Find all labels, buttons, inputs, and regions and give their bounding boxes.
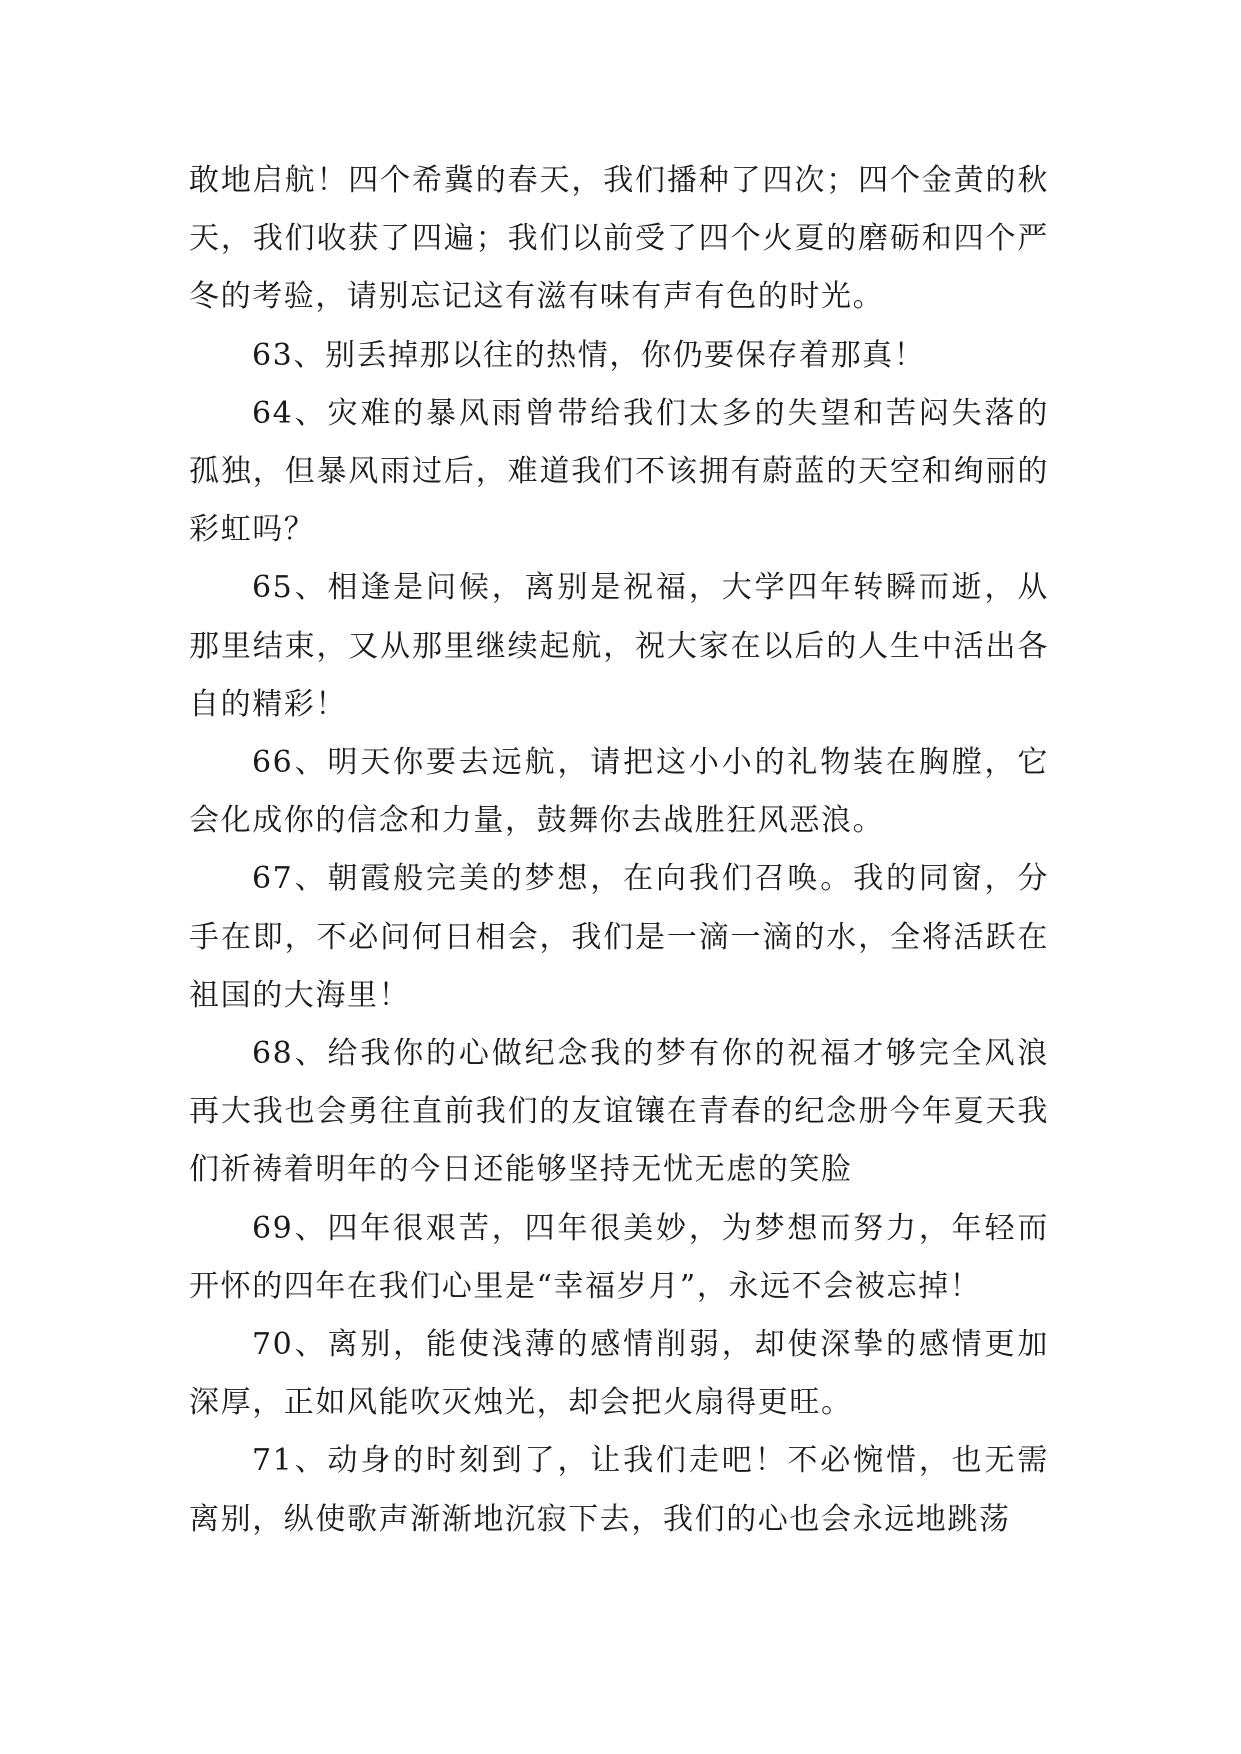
paragraph-66: 66、明天你要去远航，请把这小小的礼物装在胸膛，它会化成你的信念和力量，鼓舞你去战胜狂风恶浪。 [189,745,1049,839]
paragraph-63: 63、别丢掉那以往的热情，你仍要保存着那真！ [252,337,926,373]
paragraph-continued: 敢地启航！四个希冀的春天，我们播种了四次；四个金黄的秋天，我们收获了四遍；我们以前受了四个火夏的磨砺和四个严冬的考验，请别忘记这有滋有味有声有色的时光。 [189,163,1049,315]
paragraph-68: 68、给我你的心做纪念我的梦有你的祝福才够完全风浪再大我也会勇往直前我们的友谊镶在青春的纪念册今年夏天我们祈祷着明年的今日还能够坚持无忧无虑的笑脸 [189,1036,1049,1188]
paragraph-64: 64、灾难的暴风雨曾带给我们太多的失望和苦闷失落的孤独，但暴风雨过后，难道我们不该拥有蔚蓝的天空和绚丽的彩虹吗？ [189,395,1049,548]
paragraph-65: 65、相逢是问候，离别是祝福，大学四年转瞬而逝，从那里结束，又从那里继续起航，祝大家在以后的人生中活出各自的精彩！ [189,570,1049,722]
document-body [189,152,1049,1549]
paragraph-70: 70、离别，能使浅薄的感情削弱，却使深挚的感情更加深厚，正如风能吹灭烛光，却会把火扇得更旺。 [189,1327,1049,1421]
paragraph-71: 71、动身的时刻到了，让我们走吧！不必惋惜，也无需离别，纵使歌声渐渐地沉寂下去，我们的心也会永远地跳荡 [189,1443,1049,1537]
paragraph-67: 67、朝霞般完美的梦想，在向我们召唤。我的同窗，分手在即，不必问何日相会，我们是一滴一滴的水，全将活跃在祖国的大海里！ [189,861,1049,1013]
paragraph-69: 69、四年很艰苦，四年很美妙，为梦想而努力，年轻而开怀的四年在我们心里是“幸福岁月”，永远不会被忘掉！ [189,1210,1049,1304]
